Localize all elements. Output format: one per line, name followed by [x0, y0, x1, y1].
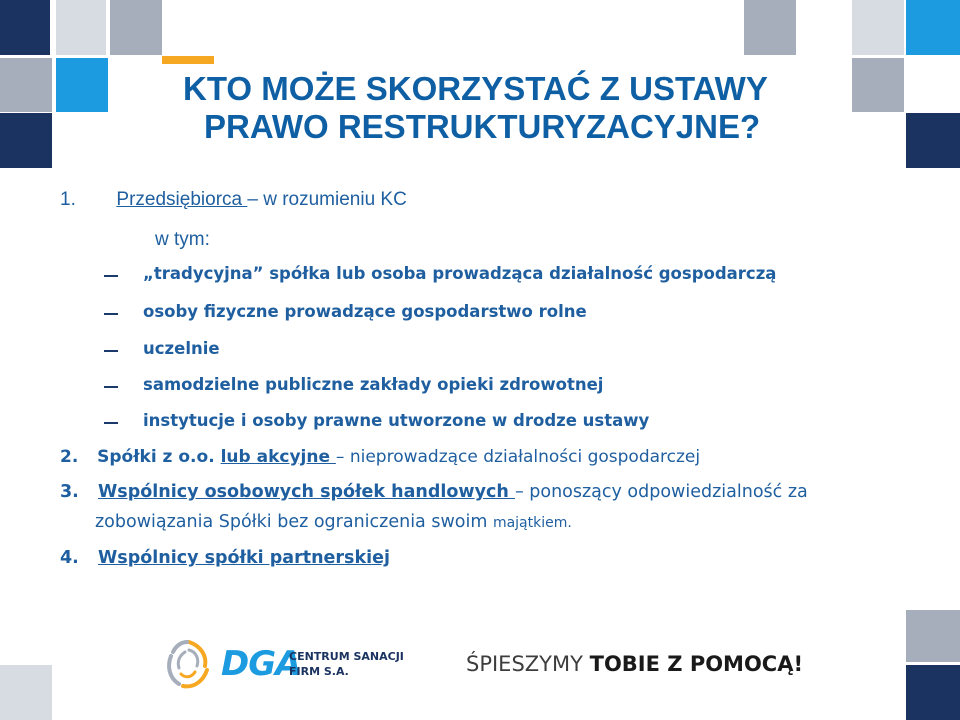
deco-square — [906, 113, 960, 168]
item-1-term: Przedsiębiorca — [116, 189, 248, 210]
deco-square — [852, 0, 904, 55]
item-4 — [60, 548, 390, 568]
deco-square — [0, 0, 50, 55]
item-4-term: Wspólnicy spółki partnerskiej — [97, 548, 390, 568]
bullet-item: instytucje i osoby prawne utworzone w drodze ustawy — [143, 411, 650, 430]
item-3-rest-2b: majątkiem. — [492, 515, 572, 531]
bullet-dash — [104, 386, 118, 388]
deco-square — [800, 0, 852, 55]
slogan-bold: TOBIE Z POMOCĄ! — [589, 652, 804, 676]
slogan-light: ŚPIESZYMY — [466, 652, 590, 676]
bullet-dash — [104, 313, 118, 315]
deco-square — [110, 0, 162, 55]
item-2-rest: – nieprowadzące działalności gospodarczej — [335, 447, 701, 467]
item-1-number: 1. — [60, 189, 76, 210]
logo-line-2: FIRM S.A. — [289, 665, 349, 678]
item-3 — [60, 482, 808, 502]
bullet-item: osoby fizyczne prowadzące gospodarstwo rolne — [143, 302, 587, 321]
item-3-rest-2a: zobowiązania Spółki bez ograniczenia swoim — [95, 512, 493, 532]
bullet-item: uczelnie — [143, 339, 220, 358]
logo-line-1: CENTRUM SANACJI — [289, 650, 404, 663]
item-3-term: Wspólnicy osobowych spółek handlowych — [97, 482, 515, 502]
item-1 — [60, 189, 407, 211]
bullet-item: samodzielne publiczne zakłady opieki zdrowotnej — [143, 375, 604, 394]
deco-square — [0, 58, 52, 112]
deco-square — [162, 56, 214, 64]
item-4-number: 4. — [60, 548, 79, 568]
deco-square — [906, 610, 960, 662]
item-2 — [60, 447, 700, 467]
bullet-dash — [104, 350, 118, 352]
item-2-term: Spółki z o.o. — [97, 447, 221, 467]
item-3-rest: – ponoszący odpowiedzialność za — [514, 482, 808, 502]
item-2-term-underlined: lub akcyjne — [220, 447, 336, 467]
deco-square — [906, 665, 960, 720]
slogan — [466, 652, 803, 676]
bullet-dash — [104, 422, 118, 424]
item-3-continued — [95, 512, 572, 532]
bullet-dash — [104, 275, 118, 277]
item-3-number: 3. — [60, 482, 79, 502]
logo-text: DGA — [221, 644, 301, 684]
logo-mark-icon — [163, 636, 215, 694]
deco-square — [852, 58, 904, 112]
deco-square — [56, 58, 108, 112]
deco-square — [0, 113, 52, 168]
deco-square — [744, 0, 796, 55]
page-title — [183, 70, 803, 146]
title-line-1: KTO MOŻE SKORZYSTAĆ Z USTAWY — [183, 70, 768, 107]
deco-square — [56, 0, 106, 55]
item-2-number: 2. — [60, 447, 79, 467]
item-1-sub: w tym: — [155, 229, 210, 250]
deco-square — [906, 0, 960, 55]
bullet-item: „tradycyjna” spółka lub osoba prowadząca działalność gospodarczą — [143, 264, 777, 283]
item-1-rest: – w rozumieniu KC — [247, 189, 407, 210]
title-line-2: PRAWO RESTRUKTURYZACYJNE? — [204, 108, 761, 145]
deco-square — [0, 665, 52, 720]
